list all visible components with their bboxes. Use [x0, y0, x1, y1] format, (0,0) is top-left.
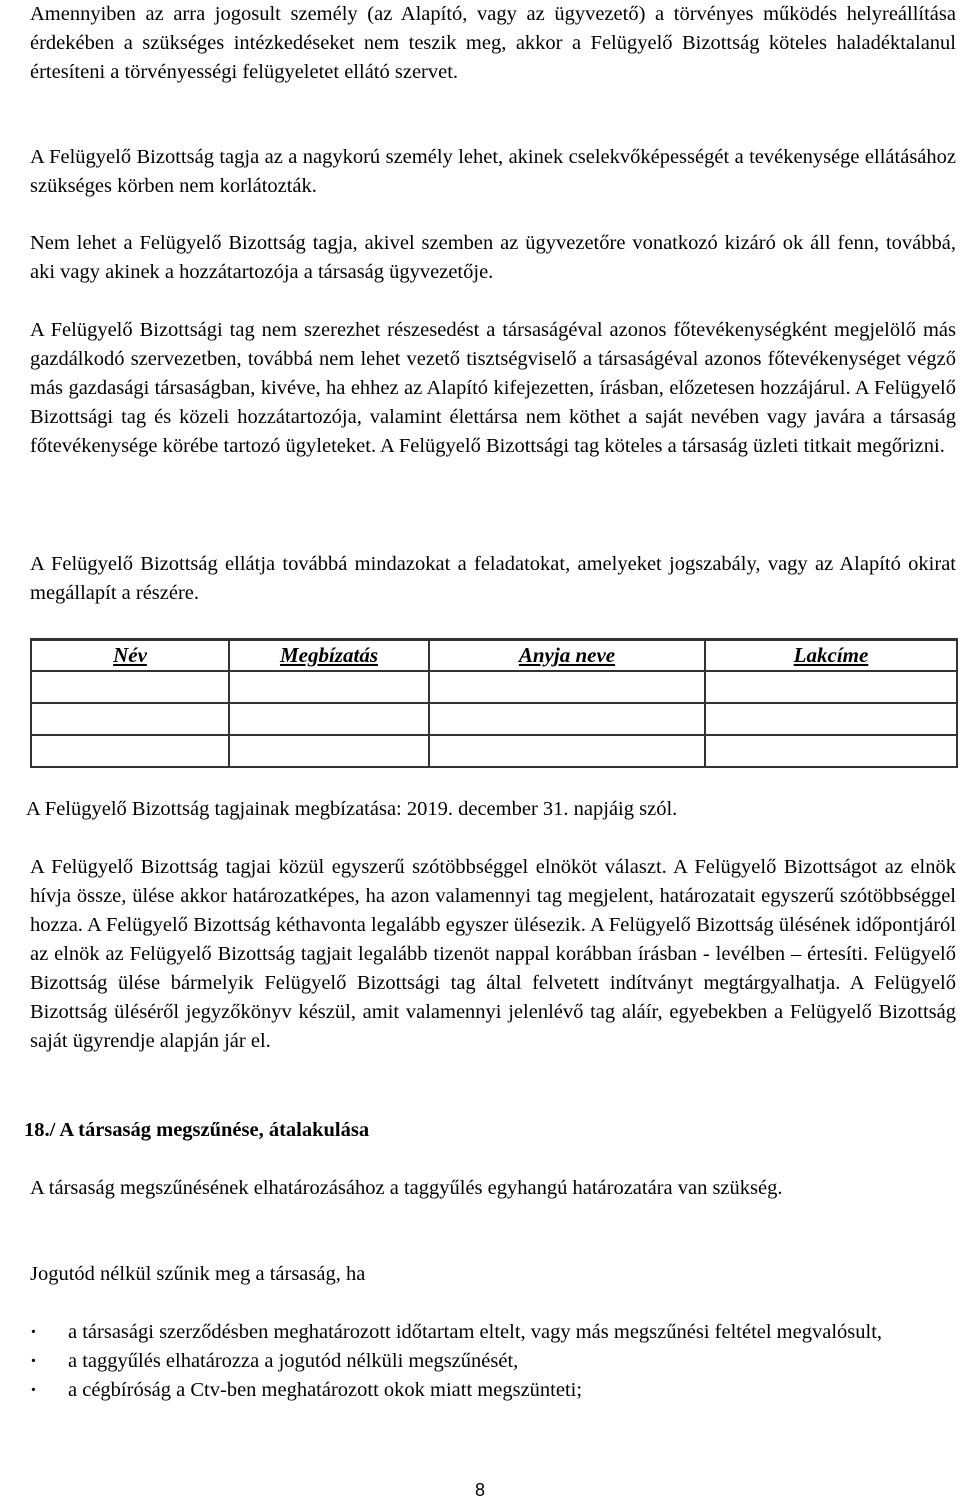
paragraph-board-duties: A Felügyelő Bizottság ellátja továbbá mindazokat a feladatokat, amelyeket jogszabály, vagy az Alapító okirat megállapít a részére.	[30, 553, 956, 604]
table-row	[31, 671, 957, 703]
table-cell	[31, 735, 229, 767]
table-cell	[705, 671, 957, 703]
list-item-text: a társasági szerződésben meghatározott időtartam eltelt, vagy más megszűnési feltétel megvalósult,	[68, 1321, 883, 1343]
paragraph-legal-supervision: Amennyiben az arra jogosult személy (az Alapító, vagy az ügyvezető) a törvényes működés helyreállítása érdekében a szükséges intézkedéseket nem teszik meg, akkor a Felügyelő Bizottság köteles haladéktalanul értesíteni a törvényességi felügyeletet ellátó szervet.	[30, 3, 956, 83]
list-item-text: a taggyűlés elhatározza a jogutód nélküli megszűnését,	[68, 1350, 519, 1372]
table-cell	[229, 703, 429, 735]
column-header-mother-name: Anyja neve	[429, 640, 705, 672]
list-item-text: a cégbíróság a Ctv-ben meghatározott okok miatt megszünteti;	[68, 1379, 583, 1401]
paragraph-board-operation: A Felügyelő Bizottság tagjai közül egyszerű szótöbbséggel elnököt választ. A Felügyelő Bizottságot az elnök hívja össze, ülése akkor határozatképes, ha azon valamennyi tag megjelent, határozatait egyszerű szótöbbséggel hozza. A Felügyelő Bizottság kéthavonta legalább egyszer ülésezik. A Felügyelő Bizottság ülésének időpontjáról az elnök az Felügyelő Bizottság tagjait legalább tizenöt nappal korábban írásban - levélben – értesíti. Felügyelő Bizottság ülése bármelyik Felügyelő Bizottsági tag által felvetett indítványt megtárgyalhatja. A Felügyelő Bizottság üléséről jegyzőkönyv készül, amit valamennyi jelenlévő tag aláír, egyebekben a Felügyelő Bizottság saját ügyrendje alapján jár el.	[30, 856, 956, 1052]
paragraph-mandate-term: A Felügyelő Bizottság tagjainak megbízatása: 2019. december 31. napjáig szól.	[26, 798, 678, 820]
table-header-row	[31, 640, 957, 672]
table-cell	[229, 735, 429, 767]
column-header-mandate: Megbízatás	[229, 640, 429, 672]
table-cell	[429, 735, 705, 767]
table-cell	[429, 703, 705, 735]
table-cell	[31, 671, 229, 703]
table-row	[31, 703, 957, 735]
bullet-icon: ·	[30, 1350, 37, 1372]
table-cell	[429, 671, 705, 703]
list-item	[30, 1376, 956, 1405]
column-header-address: Lakcíme	[705, 640, 957, 672]
table-cell	[705, 703, 957, 735]
paragraph-member-exclusion: Nem lehet a Felügyelő Bizottság tagja, akivel szemben az ügyvezetőre vonatkozó kizáró ok áll fenn, továbbá, aki vagy akinek a hozzátartozója a társaság ügyvezetője.	[30, 232, 956, 283]
table-cell	[31, 703, 229, 735]
paragraph-member-eligibility: A Felügyelő Bizottság tagja az a nagykorú személy lehet, akinek cselekvőképességét a tevékenysége ellátásához szükséges körben nem korlátozták.	[30, 146, 956, 197]
section-heading: 18./ A társaság megszűnése, átalakulása	[24, 1119, 370, 1141]
paragraph-member-restrictions: A Felügyelő Bizottsági tag nem szerezhet részesedést a társaságéval azonos főtevékenységként megjelölő más gazdálkodó szervezetben, továbbá nem lehet vezető tisztségviselő a társaságéval azonos főtevékenységet végző más gazdasági társaságban, kivéve, ha ehhez az Alapító kifejezetten, írásban, előzetesen hozzájárul. A Felügyelő Bizottsági tag és közeli hozzátartozója, valamint élettársa nem köthet a saját nevében vagy javára a társaság főtevékenysége körébe tartozó ügyleteket. A Felügyelő Bizottsági tag köteles a társaság üzleti titkait megőrizni.	[30, 319, 956, 457]
dissolution-conditions-list	[30, 1318, 956, 1405]
bullet-icon: ·	[30, 1379, 37, 1401]
paragraph-dissolution-decision: A társaság megszűnésének elhatározásához a taggyűlés egyhangú határozatára van szükség.	[30, 1177, 783, 1199]
page-number: 8	[474, 1480, 485, 1500]
list-item	[30, 1318, 956, 1347]
table-cell	[229, 671, 429, 703]
board-members-table	[30, 638, 958, 768]
paragraph-dissolution-conditions: Jogutód nélkül szűnik meg a társaság, ha	[30, 1263, 366, 1285]
bullet-icon: ·	[30, 1321, 37, 1343]
list-item	[30, 1347, 956, 1376]
column-header-name: Név	[31, 640, 229, 672]
table-cell	[705, 735, 957, 767]
table-row	[31, 735, 957, 767]
